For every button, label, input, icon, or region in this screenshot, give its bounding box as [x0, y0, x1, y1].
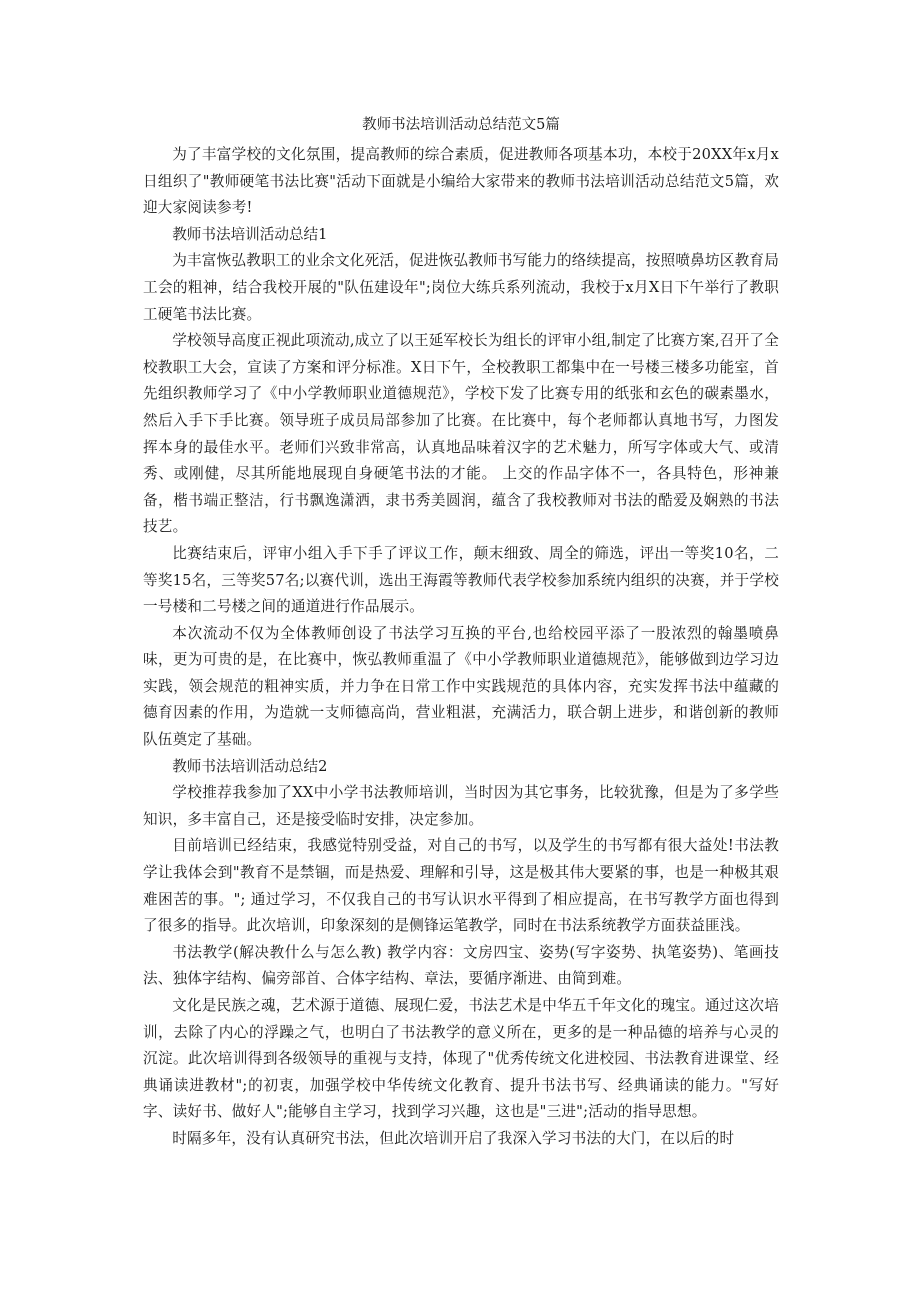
- intro-paragraph: 为了丰富学校的文化氛围，提高教师的综合素质，促进教师各项基本功，本校于20XX年x月x日组织了"教师硬笔书法比赛"活动下面就是小编给大家带来的教师书法培训活动总结范文5篇，欢迎大家阅读参考!: [143, 146, 779, 217]
- section-heading-2: 教师书法培训活动总结2: [172, 757, 328, 775]
- document-title: 教师书法培训活动总结范文5篇: [362, 117, 560, 133]
- section-1-paragraph-4: 本次流动不仅为全体教师创设了书法学习互换的平台,也给校园平添了一股浓烈的翰墨喷鼻味，更为可贵的是，在比赛中，恢弘教师重温了《中小学教师职业道德规范》，能够做到边学习边实践，领会规范的粗神实质，并力争在日常工作中实践规范的具体内容，充实发挥书法中蕴藏的德育因素的作用，为造就一支师德高尚，营业粗湛，充满活力，联合朝上进步，和谐创新的教师队伍奠定了基础。: [143, 624, 779, 749]
- document-page: [143, 112, 779, 1153]
- section-1-paragraph-3: 比赛结束后，评审小组入手下手了评议工作，颠末细致、周全的筛选，评出一等奖10名，二等奖15名，三等奖57名;以赛代训，选出王海霞等教师代表学校参加系统内组织的决赛，并于学校一号楼和二号楼之间的通道进行作品展示。: [143, 544, 779, 616]
- section-2-paragraph-5: 时隔多年，没有认真研究书法，但此次培训开启了我深入学习书法的大门，在以后的时: [172, 1129, 735, 1147]
- section-2-paragraph-2: 目前培训已经结束，我感觉特别受益，对自己的书写，以及学生的书写都有很大益处!书法教学让我体会到"教育不是禁锢，而是热爱、理解和引导，这是极其伟大要紧的事，也是一种极其艰难困苦的事。"; 通过学习，不仅我自己的书写认识水平得到了相应提高，在书写教学方面也得到了很多的指导。此次培训，印象深刻的是侧锋运笔教学，同时在书法系统教学方面获益匪浅。: [143, 837, 779, 935]
- section-2-paragraph-4: 文化是民族之魂，艺术源于道德、展现仁爱，书法艺术是中华五千年文化的瑰宝。通过这次培训，去除了内心的浮躁之气，也明白了书法教学的意义所在，更多的是一种品德的培养与心灵的沉淀。此次培训得到各级领导的重视与支持，体现了"优秀传统文化进校园、书法教育进课堂、经典诵读进教材";的初衷，加强学校中华传统文化教育、提升书法书写、经典诵读的能力。"写好字、读好书、做好人";能够自主学习，找到学习兴趣，这也是"三进";活动的指导思想。: [143, 997, 779, 1121]
- section-1-paragraph-1: 为丰富恢弘教职工的业余文化死活，促进恢弘教师书写能力的络续提高，按照喷鼻坊区教育局工会的粗神，结合我校开展的"队伍建设年";岗位大练兵系列流动，我校于x月X日下午举行了教职工硬笔书法比赛。: [143, 252, 779, 323]
- section-2-paragraph-3: 书法教学(解决教什么与怎么教) 教学内容：文房四宝、姿势(写字姿势、执笔姿势)、笔画技法、独体字结构、偏旁部首、合体字结构、章法，要循序渐进、由简到难。: [143, 943, 779, 988]
- section-1-paragraph-2: 学校领导高度正视此项流动,成立了以王延军校长为组长的评审小组,制定了比赛方案,召开了全校教职工大会，宣读了方案和评分标准。X日下午，全校教职工都集中在一号楼三楼多功能室，首先组织教师学习了《中小学教师职业道德规范》，学校下发了比赛专用的纸张和玄色的碳素墨水，然后入手下手比赛。领导班子成员局部参加了比赛。在比赛中，每个老师都认真地书写，力图发挥本身的最佳水平。老师们兴致非常高，认真地品味着汉字的艺术魅力，所写字体或大气、或清秀、或刚健，尽其所能地展现自身硬笔书法的才能。 上交的作品字体不一，各具特色，形神兼备，楷书端正整洁，行书飘逸潇洒，隶书秀美圆润，蕴含了我校教师对书法的酷爱及娴熟的书法技艺。: [143, 332, 779, 536]
- section-2-paragraph-1: 学校推荐我参加了XX中小学书法教师培训，当时因为其它事务，比较犹豫，但是为了多学些知识，多丰富自己，还是接受临时安排，决定参加。: [143, 784, 779, 828]
- section-heading-1: 教师书法培训活动总结1: [172, 225, 328, 243]
